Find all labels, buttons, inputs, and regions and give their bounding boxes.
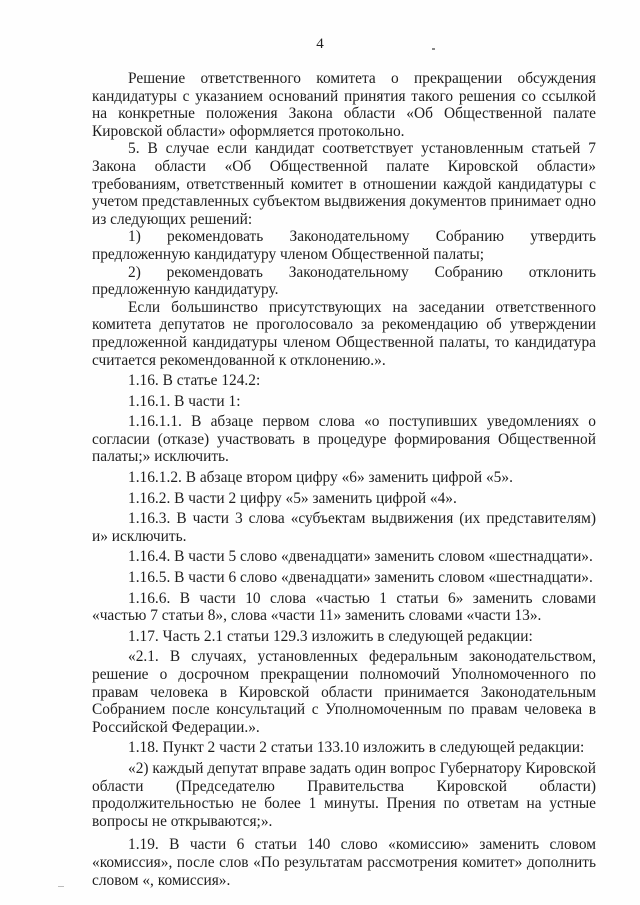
list-item: 1) рекомендовать Законодательному Собранию утвердить предложенную кандидатуру членом Общественной палаты; — [92, 228, 596, 263]
scan-speck — [432, 48, 435, 50]
paragraph: 1.16.4. В части 5 слово «двенадцати» заменить словом «шестнадцати». — [128, 548, 593, 566]
paragraph: 1.17. Часть 2.1 статьи 129.3 изложить в следующей редакции: — [128, 627, 533, 645]
paragraph: 5. В случае если кандидат соответствует установленным статьей 7 Закона области «Об Общественной палате Кировской области» требованиям, ответственный комитет в отношении каждой кандидатуры с учетом представленных субъектом выдвижения документов принимает одно из следующих решений: — [92, 140, 596, 228]
scan-speck — [58, 886, 64, 887]
document-body — [92, 70, 596, 889]
paragraph: 1.18. Пункт 2 части 2 статьи 133.10 изложить в следующей редакции: — [128, 739, 585, 757]
paragraph: 1.16.3. В части 3 слова «субъектам выдвижения (их представителям) и» исключить. — [92, 510, 596, 545]
paragraph: Решение ответственного комитета о прекращении обсуждения кандидатуры с указанием оснований принятия такого решения со ссылкой на конкретные положения Закона области «Об Общественной палате Кировской области» оформляется протокольно. — [92, 70, 596, 140]
quoted-paragraph: «2) каждый депутат вправе задать один вопрос Губернатору Кировской области (Председателю Правительства Кировской области) продолжительностью не более 1 минуты. Прения по ответам на устные вопросы не открываются;». — [92, 759, 596, 830]
paragraph: 1.16.6. В части 10 слова «частью 1 статьи 6» заменить словами «частью 7 статьи 8», слова «части 11» заменить словами «части 13». — [92, 589, 596, 625]
paragraph: 1.16.1.2. В абзаце втором цифру «6» заменить цифрой «5». — [128, 469, 513, 487]
paragraph: 1.19. В части 6 статьи 140 слово «комиссию» заменить словом «комиссия», после слов «По результатам рассмотрения комитет» дополнить словом «, комиссия». — [92, 836, 596, 889]
paragraph: 1.16. В статье 124.2: — [128, 372, 261, 390]
page-number: 4 — [316, 36, 324, 52]
paragraph: 1.16.1.1. В абзаце первом слова «о поступивших уведомлениях о согласии (отказе) участвовать в процедуре формирования Общественной палаты;» исключить. — [92, 413, 596, 466]
paragraph: Если большинство присутствующих на заседании ответственного комитета депутатов не проголосовало за рекомендацию об утверждении предложенной кандидатуры членом Общественной палаты, то кандидатура считается рекомендованной к отклонению.». — [92, 298, 596, 369]
quoted-paragraph: «2.1. В случаях, установленных федеральным законодательством, решение о досрочном прекращении полномочий Уполномоченного по правам человека в Кировской области принимается Законодательным Собранием после консультаций с Уполномоченным по правам человека в Российской Федерации.». — [92, 648, 596, 736]
list-item: 2) рекомендовать Законодательному Собранию отклонить предложенную кандидатуру. — [92, 263, 596, 299]
paragraph: 1.16.2. В части 2 цифру «5» заменить цифрой «4». — [128, 489, 457, 507]
paragraph: 1.16.1. В части 1: — [128, 392, 241, 410]
paragraph: 1.16.5. В части 6 слово «двенадцати» заменить словом «шестнадцати». — [128, 569, 593, 587]
